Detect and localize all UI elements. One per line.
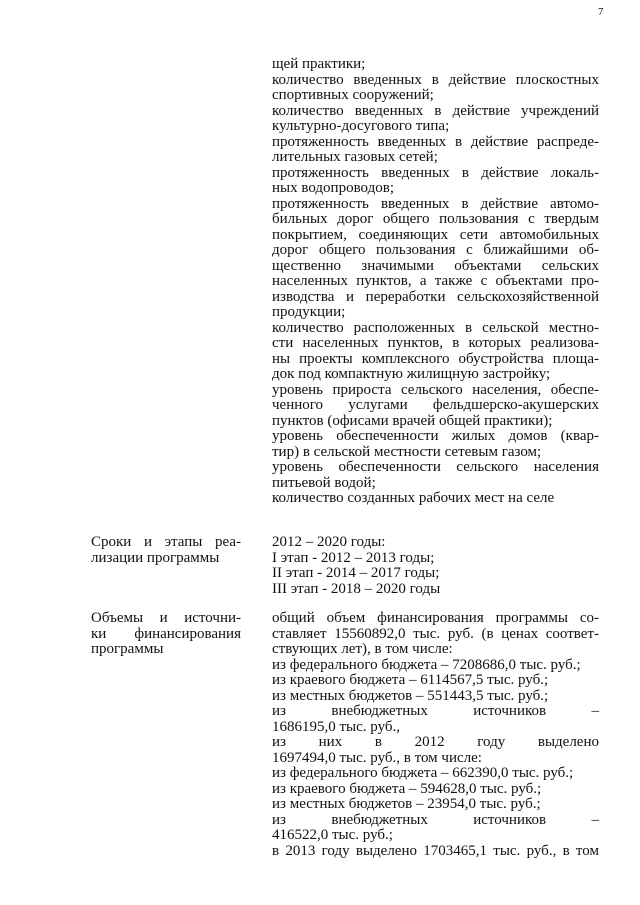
indicator-line: протяженность введенных в действие распреде-: [272, 133, 599, 150]
funding-value-line: из федерального бюджета – 7208686,0 тыс. руб.;: [272, 656, 581, 673]
indicator-line: количество введенных в действие плоскостных: [272, 71, 599, 88]
funding-value-line: из краевого бюджета – 6114567,5 тыс. руб.;: [272, 672, 549, 688]
funding-value-line: 1686195,0 тыс. руб.,: [272, 718, 401, 735]
funding-value-line: из краевого бюджета – 594628,0 тыс. руб.;: [272, 780, 542, 797]
page-number: 7: [598, 6, 604, 18]
indicator-line: протяженность введенных в действие локаль-: [272, 164, 599, 181]
indicator-line: питьевой водой;: [272, 474, 376, 491]
funding-value-line: из внебюджетных источников –: [272, 811, 599, 828]
indicator-line: ченного услугами фельдшерско-акушерских: [272, 397, 599, 413]
indicators-list: [272, 57, 599, 507]
funding-value-line: из местных бюджетов – 23954,0 тыс. руб.;: [272, 796, 541, 812]
indicator-line: сти населенных пунктов, в которых реализова-: [272, 335, 599, 351]
funding-label: [91, 611, 241, 658]
indicator-line: изводства и переработки сельскохозяйственной: [272, 288, 599, 305]
indicator-line: щей практики;: [272, 56, 366, 72]
indicator-line: дорог общего пользования с ближайшими об-: [272, 242, 599, 258]
funding-value: [272, 611, 599, 859]
funding-value-line: из федерального бюджета – 662390,0 тыс. руб.;: [272, 765, 574, 781]
funding-value-line: общий объем финансирования программы со-: [272, 610, 599, 626]
indicator-line: пунктов (офисами врачей общей практики);: [272, 412, 553, 429]
indicator-line: населенных пунктов, а также с объектами про-: [272, 273, 599, 289]
indicator-line: уровень обеспеченности сельского населения: [272, 459, 599, 475]
funding-label-line: ки финансирования: [91, 625, 241, 642]
indicator-line: ных водопроводов;: [272, 180, 394, 196]
funding-value-line: 416522,0 тыс. руб.;: [272, 827, 393, 843]
terms-value-line: 2012 – 2020 годы:: [272, 534, 386, 550]
indicator-line: уровень прироста сельского населения, обеспе-: [272, 381, 599, 398]
terms-label: [91, 535, 241, 566]
terms-value-line: I этап - 2012 – 2013 годы;: [272, 549, 435, 566]
indicator-line: бильных дорог общего пользования с твердым: [272, 211, 599, 227]
funding-value-line: в 2013 году выделено 1703465,1 тыс. руб., в том: [272, 842, 599, 859]
indicator-line: количество созданных рабочих мест на селе: [272, 490, 555, 506]
indicator-line: тир) в сельской местности сетевым газом;: [272, 443, 542, 460]
terms-label-line: лизации программы: [91, 549, 220, 566]
indicator-line: протяженность введенных в действие автомо-: [272, 195, 599, 212]
funding-label-line: Объемы и источни-: [91, 610, 241, 626]
terms-label-line: Сроки и этапы реа-: [91, 534, 241, 550]
indicator-line: щественно значимыми объектами сельских: [272, 257, 599, 274]
indicator-line: продукции;: [272, 304, 346, 320]
funding-value-line: из местных бюджетов – 551443,5 тыс. руб.;: [272, 687, 549, 704]
indicator-line: ны проекты комплексного обустройства площа-: [272, 350, 599, 367]
terms-value-line: III этап - 2018 – 2020 годы: [272, 580, 441, 597]
funding-value-line: из внебюджетных источников –: [272, 703, 599, 719]
terms-value: [272, 535, 599, 597]
indicator-line: уровень обеспеченности жилых домов (квар-: [272, 428, 599, 444]
funding-value-line: ствующих лет), в том числе:: [272, 641, 453, 657]
indicator-line: лительных газовых сетей;: [272, 149, 438, 165]
indicator-line: спортивных сооружений;: [272, 87, 434, 103]
indicator-line: количество введенных в действие учреждений: [272, 102, 599, 119]
terms-value-line: II этап - 2014 – 2017 годы;: [272, 565, 440, 581]
funding-value-line: из них в 2012 году выделено: [272, 734, 599, 750]
indicator-line: культурно-досугового типа;: [272, 118, 450, 134]
indicator-line: док под компактную жилищную застройку;: [272, 366, 551, 382]
funding-label-line: программы: [91, 641, 164, 657]
funding-value-line: 1697494,0 тыс. руб., в том числе:: [272, 749, 482, 766]
indicator-line: покрытием, соединяющих сети автомобильных: [272, 226, 599, 243]
indicator-line: количество расположенных в сельской местно-: [272, 319, 599, 336]
funding-value-line: ставляет 15560892,0 тыс. руб. (в ценах соответ-: [272, 625, 599, 642]
